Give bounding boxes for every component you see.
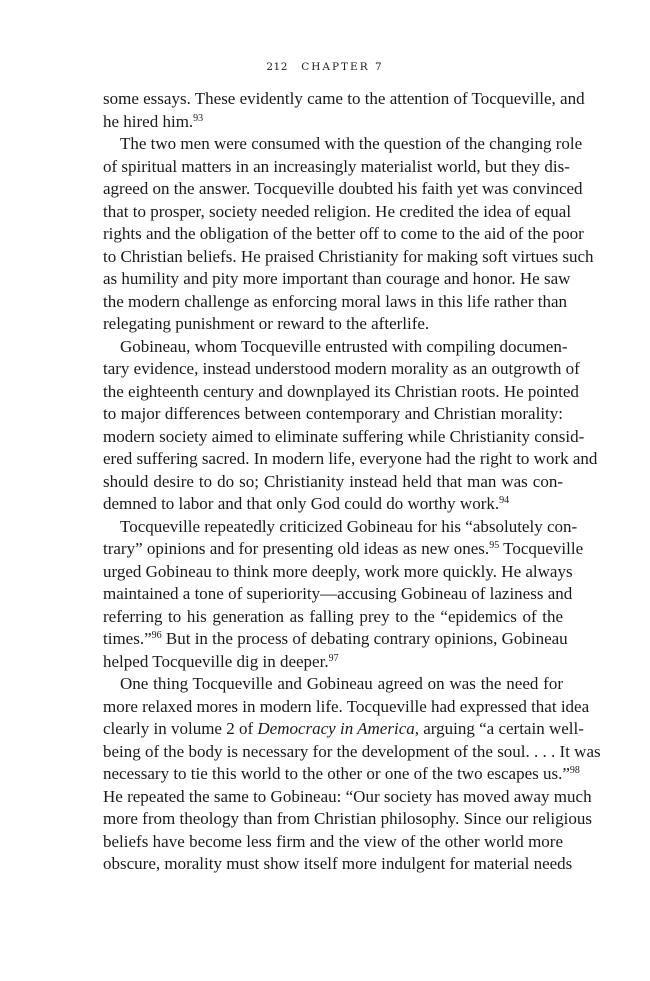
- text-line: [103, 133, 583, 156]
- text-line: [103, 426, 585, 449]
- text-line: [103, 583, 573, 606]
- text-run: should desire to do so; Christianity instead held that man was con-: [103, 471, 563, 491]
- italic-title: Democracy in America: [257, 719, 415, 738]
- text-line: [103, 336, 568, 359]
- text-line: [103, 606, 563, 629]
- page-number: 212: [266, 61, 288, 73]
- footnote-marker: 97: [328, 652, 339, 664]
- text-run: rights and the obligation of the better off to come to the aid of the poor: [103, 224, 584, 243]
- text-line: [103, 741, 601, 764]
- text-line: [103, 471, 563, 494]
- text-line: [103, 358, 580, 381]
- text-run: referring to his generation as falling prey to the “epidemics of the: [103, 606, 563, 626]
- text-run: trary” opinions and for presenting old ideas as new ones.: [103, 539, 490, 558]
- text-line: [103, 831, 563, 854]
- text-run: of spiritual matters in an increasingly materialist world, but they dis-: [103, 156, 570, 176]
- text-run: tary evidence, instead understood modern morality as an outgrowth of: [103, 359, 580, 378]
- text-run: times.”: [103, 629, 152, 648]
- text-run: One thing Tocqueville and Gobineau agreed on was the need for: [120, 674, 563, 693]
- text-run: beliefs have become less firm and the view of the other world more: [103, 831, 563, 851]
- text-run: maintained a tone of superiority—accusing Gobineau of laziness and: [103, 584, 573, 603]
- text-run: Tocqueville: [499, 539, 584, 558]
- text-line: [103, 718, 584, 741]
- text-line: [103, 786, 592, 809]
- text-run: he hired him.: [103, 111, 194, 131]
- text-run: being of the body is necessary for the development of the soul. . . . It was: [103, 741, 601, 761]
- text-run: urged Gobineau to think more deeply, work more quickly. He always: [103, 561, 573, 581]
- text-run: modern society aimed to eliminate suffering while Christianity consid-: [103, 426, 585, 446]
- text-run: that to prosper, society needed religion. He credited the idea of equal: [103, 201, 572, 221]
- text-run: as humility and pity more important than courage and honor. He saw: [103, 269, 571, 288]
- text-line: [103, 178, 583, 201]
- footnote-marker: 93: [193, 112, 204, 124]
- text-run: more relaxed mores in modern life. Tocqueville had expressed that idea: [103, 696, 590, 716]
- text-line: [103, 763, 580, 786]
- text-line: [103, 246, 594, 269]
- text-run: Gobineau, whom Tocqueville entrusted with compiling documen-: [120, 336, 568, 356]
- text-run: ered suffering sacred. In modern life, everyone had the right to work and: [103, 449, 598, 468]
- text-run: necessary to tie this world to the other or one of the two escapes us.”: [103, 764, 570, 783]
- text-run: The two men were consumed with the question of the changing role: [120, 134, 583, 153]
- footnote-marker: 98: [569, 765, 580, 776]
- text-line: [103, 808, 592, 831]
- text-line: [103, 448, 598, 471]
- text-run: , arguing “a certain well-: [414, 719, 584, 738]
- footnote-marker: 96: [151, 630, 162, 641]
- footnote-marker: 94: [499, 495, 510, 506]
- running-header: [0, 61, 650, 73]
- text-run: helped Tocqueville dig in deeper.: [103, 651, 329, 671]
- footnote-marker: 95: [489, 540, 500, 551]
- body-text: [103, 88, 601, 876]
- text-line: [103, 651, 563, 674]
- text-line: [103, 313, 563, 336]
- text-line: [103, 403, 563, 426]
- text-line: [103, 201, 572, 224]
- text-run: the eighteenth century and downplayed its Christian roots. He pointed: [103, 381, 579, 401]
- text-run: Tocqueville repeatedly criticized Gobineau for his “absolutely con-: [120, 516, 578, 536]
- text-line: [103, 111, 563, 134]
- text-run: demned to labor and that only God could do worthy work.: [103, 494, 500, 513]
- text-run: He repeated the same to Gobineau: “Our society has moved away much: [103, 786, 592, 806]
- text-line: [103, 696, 590, 719]
- text-run: obscure, morality must show itself more indulgent for material needs: [103, 854, 573, 873]
- text-line: [103, 291, 568, 314]
- text-line: [103, 381, 579, 404]
- text-line: [103, 628, 568, 651]
- text-line: [103, 673, 563, 696]
- text-line: [103, 561, 573, 584]
- text-run: to Christian beliefs. He praised Christianity for making soft virtues such: [103, 246, 594, 266]
- text-run: But in the process of debating contrary opinions, Gobineau: [161, 629, 568, 648]
- text-line: [103, 88, 585, 111]
- text-line: [103, 516, 578, 539]
- text-line: [103, 853, 573, 876]
- text-run: agreed on the answer. Tocqueville doubted his faith yet was convinced: [103, 179, 583, 198]
- text-line: [103, 493, 563, 516]
- text-run: clearly in volume 2 of: [103, 719, 258, 738]
- text-run: more from theology than from Christian philosophy. Since our religious: [103, 809, 592, 828]
- text-run: to major differences between contemporary and Christian morality:: [103, 404, 563, 423]
- text-line: [103, 268, 571, 291]
- text-line: [103, 156, 570, 179]
- chapter-title: CHAPTER 7: [301, 61, 384, 73]
- text-line: [103, 223, 584, 246]
- text-run: the modern challenge as enforcing moral laws in this life rather than: [103, 291, 568, 311]
- text-run: relegating punishment or reward to the afterlife.: [103, 314, 430, 333]
- text-line: [103, 538, 584, 561]
- text-run: some essays. These evidently came to the attention of Tocqueville, and: [103, 89, 585, 108]
